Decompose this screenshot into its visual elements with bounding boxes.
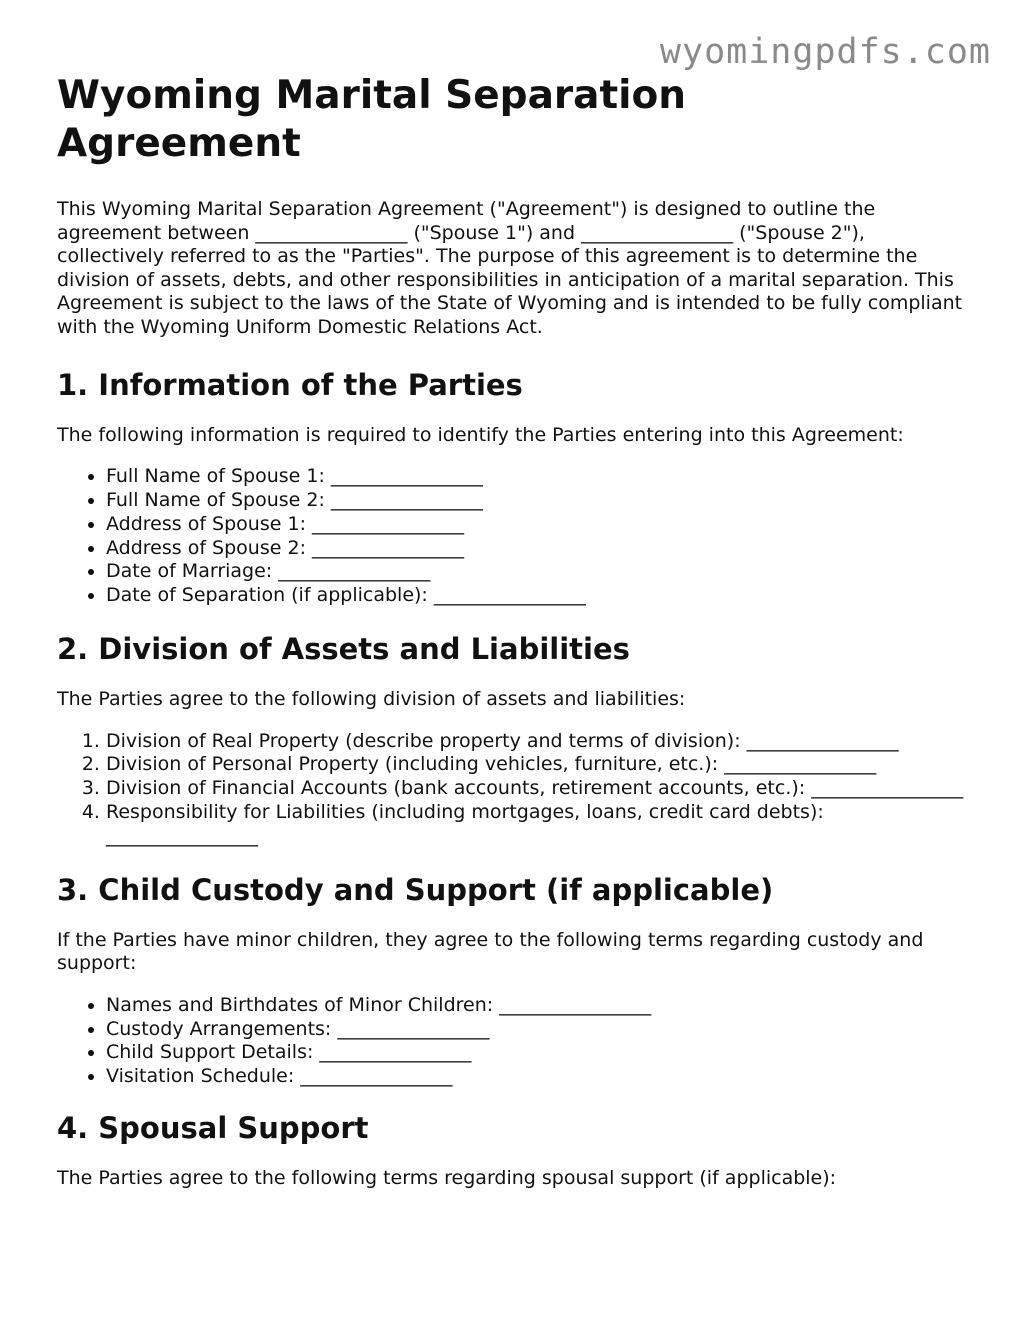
intro-paragraph: This Wyoming Marital Separation Agreement ("Agreement") is designed to outline the agreement between ________________ ("Spouse 1") and ________________ ("Spouse 2"), collectively referred to as the "Parties". The purpose of this agreement is to determine the division of assets, debts, and other responsibilities in anticipation of a marital separation. This Agreement is subject to the laws of the State of Wyoming and is intended to be fully compliant with the Wyoming Uniform Domestic Relations Act. [57,198,963,338]
section-4-text: The Parties agree to the following terms regarding spousal support (if applicable): [57,1166,837,1189]
list-item: 2. Division of Personal Property (including vehicles, furniture, etc.): ________________ [106,753,977,777]
document-body [57,72,977,1190]
document-title: Wyoming Marital Separation Agreement [57,73,687,166]
list-item: • Date of Separation (if applicable): ________________ [106,584,977,608]
section-1-heading: 1. Information of the Parties [57,367,523,402]
section-1-text: The following information is required to identify the Parties entering into this Agreement: [57,423,904,446]
section-2-heading: 2. Division of Assets and Liabilities [57,631,630,666]
parties-info-list [57,465,977,608]
list-item: • Address of Spouse 1: ________________ [106,513,977,537]
section-4-heading: 4. Spousal Support [57,1110,369,1145]
section-2-text: The Parties agree to the following division of assets and liabilities: [57,687,686,710]
list-item: • Address of Spouse 2: ________________ [106,537,977,561]
list-item: • Child Support Details: ________________ [106,1041,977,1065]
list-item: • Names and Birthdates of Minor Children: ________________ [106,994,977,1018]
section-3-text: If the Parties have minor children, they agree to the following terms regarding custody and support: [57,928,924,975]
list-item: • Full Name of Spouse 1: ________________ [106,465,977,489]
section-3-heading: 3. Child Custody and Support (if applicable) [57,872,774,907]
list-item: • Full Name of Spouse 2: ________________ [106,489,977,513]
list-item: 4. Responsibility for Liabilities (including mortgages, loans, credit card debts): ________________ [106,801,977,849]
assets-liabilities-list [57,730,977,849]
list-item: 1. Division of Real Property (describe property and terms of division): ________________ [106,730,977,754]
list-item: • Date of Marriage: ________________ [106,560,977,584]
list-item: 3. Division of Financial Accounts (bank accounts, retirement accounts, etc.): ________________ [106,777,977,801]
watermark: wyomingpdfs.com [659,32,991,72]
child-custody-list [57,994,977,1089]
list-item: • Visitation Schedule: ________________ [106,1065,977,1089]
list-item: • Custody Arrangements: ________________ [106,1018,977,1042]
